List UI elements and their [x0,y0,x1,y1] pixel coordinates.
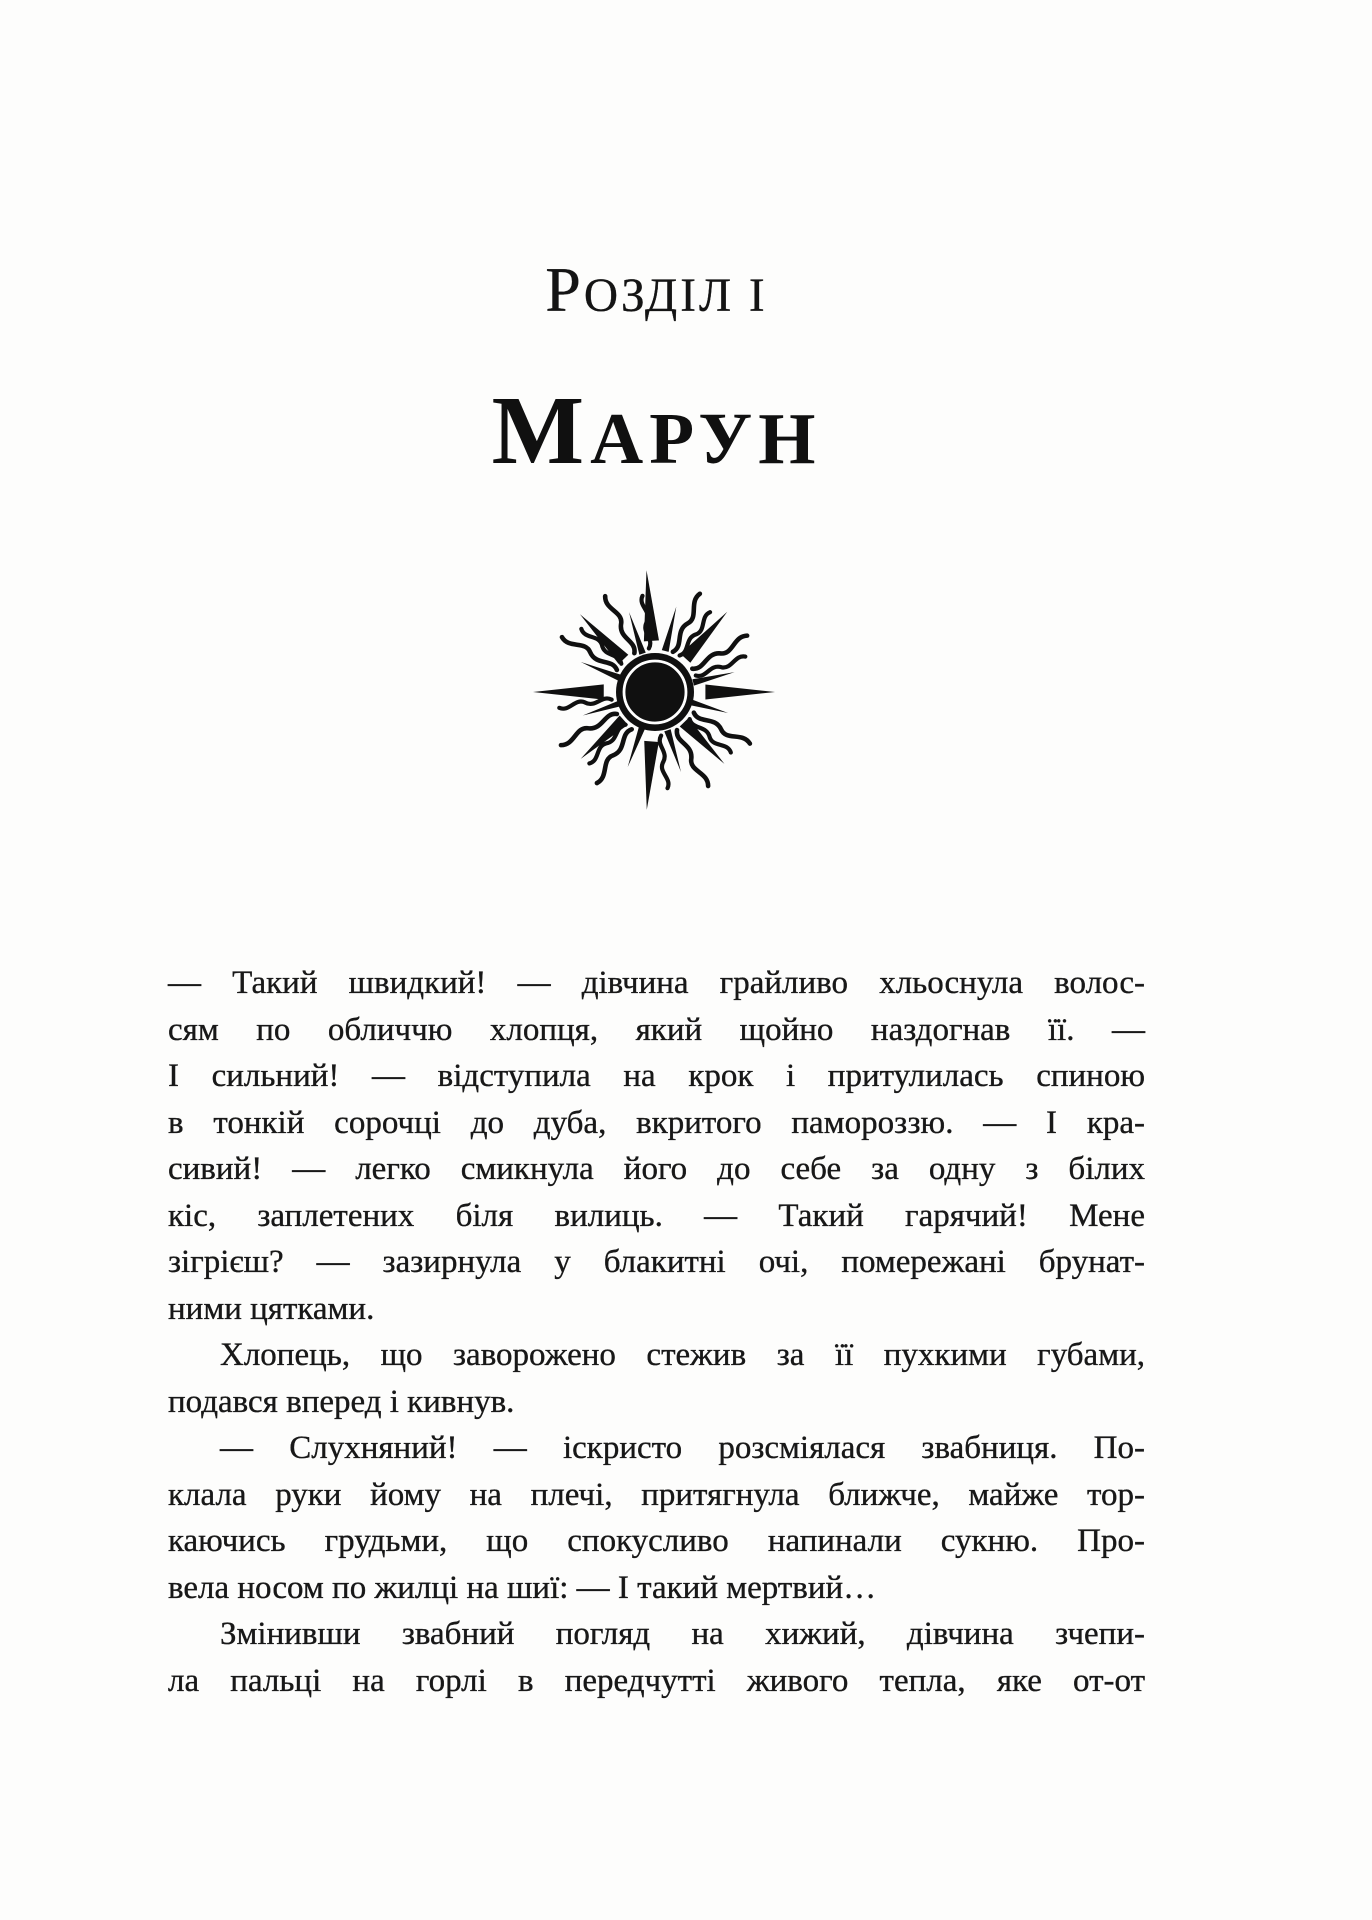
text-line: кіс, заплетених біля вилиць. — Такий гарячий! Мене [168,1197,1145,1234]
paragraph [168,960,1145,1332]
text-line: в тонкій сорочці до дуба, вкритого памороззю. — І кра- [168,1104,1145,1141]
text-line: Змінивши звабний погляд на хижий, дівчина зчепи- [220,1616,1145,1652]
body-text [168,960,1145,1704]
paragraph [168,1425,1145,1611]
text-line: Хлопець, що заворожено стежив за її пухкими губами, [220,1337,1145,1373]
text-line: каючись грудьми, що спокусливо напинали сукню. Про- [168,1523,1145,1559]
paragraph [168,1332,1145,1425]
text-line: подався вперед і кивнув. [168,1383,515,1420]
chapter-title-initial: М [491,377,591,485]
text-line: — Слухняний! — іскристо розсміялася звабниця. По- [220,1430,1145,1466]
text-line: клала руки йому на плечі, притягнула ближче, майже тор- [168,1476,1145,1513]
text-line: вела носом по жилці на шиї: — І такий мертвий… [168,1569,877,1606]
chapter-number-initial: Р [545,254,584,325]
chapter-number [168,254,1145,325]
chapter-title [168,377,1145,485]
sun-ornament-icon [530,567,780,817]
text-line: ними цятками. [168,1290,375,1327]
text-line: ла пальці на горлі в передчутті живого тепла, яке от-от [168,1662,1145,1699]
chapter-title-rest: АРУН [590,398,822,479]
text-line: зігрієш? — зазирнула у блакитні очі, помережані брунат- [168,1244,1145,1280]
page-content [168,0,1145,1920]
chapter-number-rest: ОЗДІЛ I [583,270,768,322]
text-line: І сильний! — відступила на крок і притулилась спиною [168,1058,1145,1094]
text-line: сивий! — легко смикнула його до себе за одну з білих [168,1151,1145,1187]
sun-disc [616,653,694,731]
text-line: сям по обличчю хлопця, який щойно наздогнав її. — [168,1011,1145,1048]
paragraph [168,1611,1145,1704]
text-line: — Такий швидкий! — дівчина грайливо хльоснула волос- [168,965,1145,1001]
